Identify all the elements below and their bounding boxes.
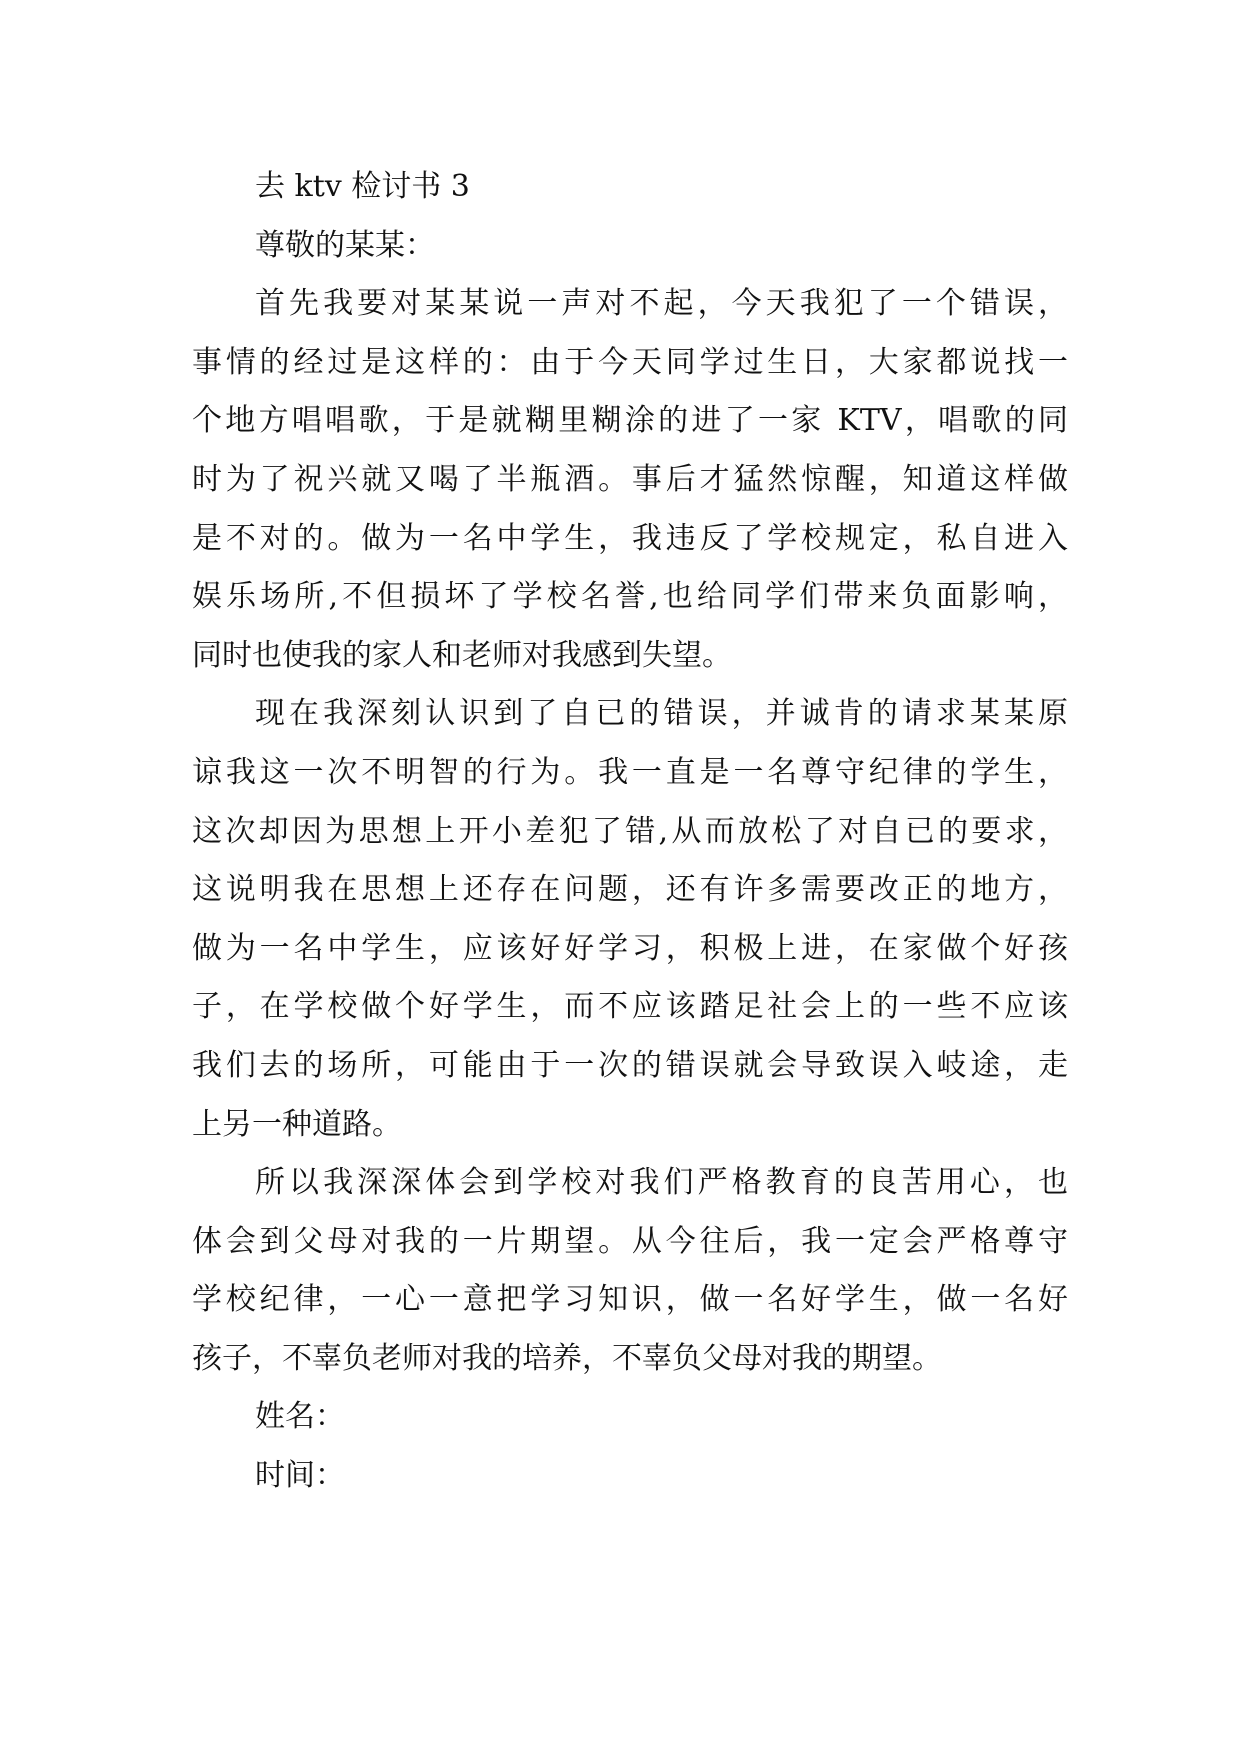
paragraph-line: 做为一名中学生，应该好好学习，积极上进，在家做个好孩 [192,930,1068,966]
paragraph-line: 所以我深深体会到学校对我们严格教育的良苦用心，也 [255,1165,1068,1201]
paragraph-line: 娱乐场所,不但损坏了学校名誉,也给同学们带来负面影响， [192,579,1068,615]
document-title: 去 ktv 检讨书 3 [255,169,470,204]
paragraph-3 [192,1154,1068,1388]
paragraph-line: 个地方唱唱歌，于是就糊里糊涂的进了一家 KTV，唱歌的同 [192,403,1068,439]
paragraph-line: 子，在学校做个好学生，而不应该踏足社会上的一些不应该 [192,989,1068,1025]
paragraph-line: 同时也使我的家人和老师对我感到失望。 [192,637,732,673]
paragraph-line: 事情的经过是这样的：由于今天同学过生日，大家都说找一 [192,344,1068,380]
paragraph-line: 首先我要对某某说一声对不起，今天我犯了一个错误， [255,286,1068,322]
signature-date-label: 时间： [255,1458,345,1494]
paragraph-line: 体会到父母对我的一片期望。从今往后，我一定会严格尊守 [192,1223,1068,1259]
document-body [192,158,1068,1506]
paragraph-line: 这次却因为思想上开小差犯了错,从而放松了对自已的要求， [192,813,1068,849]
salutation: 尊敬的某某： [255,227,435,263]
signature-name-label: 姓名： [255,1399,345,1435]
paragraph-line: 时为了祝兴就又喝了半瓶酒。事后才猛然惊醒，知道这样做 [192,461,1068,497]
paragraph-line: 孩子，不辜负老师对我的培养，不辜负父母对我的期望。 [192,1340,942,1376]
paragraph-line: 是不对的。做为一名中学生，我违反了学校规定，私自进入 [192,520,1068,556]
paragraph-line: 我们去的场所，可能由于一次的错误就会导致误入岐途，走 [192,1047,1068,1083]
paragraph-line: 现在我深刻认识到了自已的错误，并诚肯的请求某某原 [255,696,1068,732]
paragraph-1 [192,275,1068,685]
paragraph-line: 学校纪律，一心一意把学习知识，做一名好学生，做一名好 [192,1282,1068,1318]
paragraph-2 [192,685,1068,1154]
paragraph-line: 这说明我在思想上还存在问题，还有许多需要改正的地方， [192,872,1068,908]
paragraph-line: 谅我这一次不明智的行为。我一直是一名尊守纪律的学生， [192,754,1068,790]
paragraph-line: 上另一种道路。 [192,1106,402,1142]
